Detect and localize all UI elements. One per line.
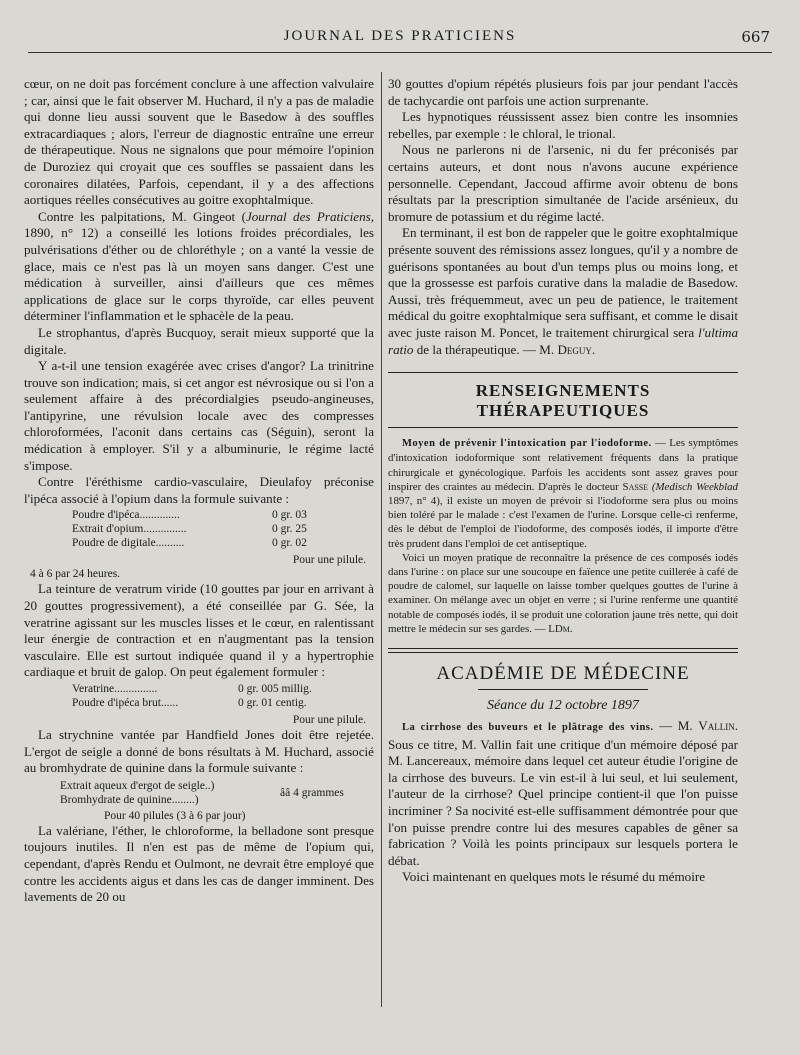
paragraph: cœur, on ne doit pas forcément conclure à une affection valvulaire ; car, ainsi que le fait observer M. Huchard, il n'y a pas de maladie qui donne lieu aussi souvent que le Basedow à des souffles extracardiaques ; alors, l'erreur de diagnostic entraîne une erreur de thérapeutique. Nous ne signalons que pour mémoire l'opinion de Duroziez qui croyait que ces souffles se passaient dans les coronaires dilatées, Parfois, cependant, il y a des affections aortiques réelles consécutives au goitre exophtalmique. (24, 76, 374, 208)
paragraph (388, 718, 738, 869)
formula-note: Pour une pilule. (292, 554, 366, 567)
paragraph (388, 225, 738, 358)
paragraph: Nous ne parlerons ni de l'arsenic, ni du fer préconisés par certains auteurs, et dont nous n'avons aucune expérience personnelle. Cependant, Jaccoud affirme avoir obtenu de bons résultats par la prescription simultanée de l'acide arsénieux, du bromure de potassium et du régime lacté. (388, 142, 738, 224)
page-number: 667 (741, 28, 770, 46)
right-column (388, 76, 738, 886)
text: En terminant, il est bon de rappeler que le goitre exophtalmique présente souvent des rémissions assez longues, qu'il y a nombre de guérisons spontanées au bout d'un temps plus ou moins long, et que la grossesse est parfois curative dans la maladie de Basedow. Aussi, très fréquemmeut, avec un peu de patience, le traitement médical du goitre exophtalmique sera suffisant, et comme le disait avec juste raison M. Poncet, le traitement chirurgical sera (388, 225, 738, 340)
ingredient: Poudre de digitale.......... (72, 537, 185, 550)
text: Contre les palpitations, M. Gingeot ( (38, 208, 246, 224)
paragraph: 30 gouttes d'opium répétés plusieurs fois par jour pendant l'accès de tachycardie ont parfois une action surprenante. (388, 76, 738, 108)
text: de la thérapeutique. — M. (413, 341, 558, 357)
formula-items (60, 779, 274, 807)
journal-title: JOURNAL DES PRATICIENS (283, 28, 517, 44)
article-title: Moyen de prévenir l'intoxication par l'iodoforme. (402, 438, 652, 450)
citation: Journal des Praticiens, (245, 208, 374, 224)
paragraph (24, 209, 374, 325)
ingredient: Poudre d'ipéca.............. (72, 509, 180, 522)
ingredient: Poudre d'ipéca brut...... (72, 697, 179, 709)
formula-row (72, 682, 374, 696)
ingredient: Bromhydrate de quinine........) (60, 793, 199, 806)
dose: 0 gr. 01 centig. (238, 697, 307, 709)
paragraph: Le strophantus, d'après Bucquoy, serait mieux supporté que la digitale. (24, 324, 374, 357)
citation: (Medisch Weekblad (648, 480, 739, 493)
formula-row (72, 536, 374, 550)
paragraph (388, 436, 738, 551)
text: 1897, n° 4), il existe un moyen de prévoir si l'iodoforme sera plus ou moins bien toléré par le malade : c'est l'examen de l'urine. Lorsque celle-ci renferme, dès le début de l'emploi de l'iodoforme, des composés iodés, il importe d'être très prudent dans l'emploi de cet antiseptique. (388, 494, 738, 550)
latin-phrase: l'ultima ratio (388, 324, 738, 357)
formula-note: Pour une pilule. (292, 714, 366, 726)
session-date: Séance du 12 octobre 1897 (487, 697, 639, 713)
author-name: Vallin. (698, 717, 738, 733)
text: 1890, n° 12) a conseillé les lotions froides précordiales, les pulvérisations d'éther ou de chloréthyle ; on a vanté la vessie de glace, mais ce n'est pas là un moyen sans danger. C'est une médication à surveiller, ainsi d'ailleurs que ces mêmes applications de glace sur le corps thyroïde, car elles peuvent déterminer l'inflammation et le sphacèle de la peau. (24, 225, 374, 324)
paragraph: Contre l'éréthisme cardio-vasculaire, Dieulafoy préconise l'ipéca associé à l'opium dans la formule suivante : (24, 474, 374, 506)
article-title: La cirrhose des buveurs et le plâtrage des vins. (402, 721, 654, 733)
dose: 0 gr. 03 (272, 509, 307, 522)
formula-row (72, 508, 374, 522)
ingredient: Veratrine............... (72, 683, 158, 695)
paragraph: Les hypnotiques réussissent assez bien contre les insomnies rebelles, par exemple : le chloral, le trional. (388, 109, 738, 141)
formula-row (72, 522, 374, 536)
author-signature: Deguy. (557, 341, 596, 357)
formula-row (72, 696, 374, 710)
section-heading-renseignements: RENSEIGNEMENTS THÉRAPEUTIQUES (475, 381, 651, 421)
dose: 0 gr. 02 (272, 537, 307, 550)
paragraph: Y a-t-il une tension exagérée avec crises d'angor? La trinitrine trouve son indication; mais, si cet angor est névrosique ou si l'on a seulement affaire à des précordialgies pseudo-angineuses, l'antipyrine, une révulsion locale avec des compresses chloroformées, l'aconit dans certains cas (Séguin), seront la médication à employer. S'il y a albuminurie, le régime lacté s'impose. (24, 358, 374, 473)
column-divider (381, 72, 382, 1007)
prescription-formula-1 (72, 508, 374, 550)
text: Voici un moyen pratique de reconnaître la présence de ces composés iodés dans l'urine : on place sur une soucoupe en faïence une petite cuillerée à café de poudre de calomel, sur laquelle on laisse tomber quelques gouttes de l'urine à examiner. On mélange avec un objet en verre ; si l'urine renferme une quantité notable de composés iodés, il se produit une coloration jaune très nette, qui doit mettre le médecin sur ses gardes. — (388, 551, 738, 635)
section-heading-academie: ACADÉMIE DE MÉDECINE (436, 662, 690, 684)
formula-dosage: 4 à 6 par 24 heures. (30, 568, 121, 581)
paragraph: La valériane, l'éther, le chloroforme, la belladone sont presque toujours inutiles. Il n'en est pas de même de l'opium qui, cependant, d'après Rendu et Oulmont, ne devrait être employé que contre les accidents aigus et dans les cas de danger imminent. Des lavements de 20 ou (24, 822, 374, 905)
formula-total: ââ 4 grammes (280, 786, 344, 799)
paragraph (388, 551, 738, 636)
text: — M. (653, 717, 699, 733)
author-name: Sasse (622, 480, 649, 493)
author-signature: LDm. (548, 622, 573, 635)
dose: 0 gr. 25 (272, 523, 307, 536)
running-header (28, 22, 772, 53)
dose: 0 gr. 005 millig. (238, 683, 312, 695)
left-column (24, 76, 374, 906)
paragraph: La teinture de veratrum viride (10 gouttes par jour en arrivant à 20 gouttes progressivement), a été conseillée par G. Sée, la veratrine agissant sur les muscles lisses et le cœur, en ralentissant leur énergie de contraction et en n'augmentant pas la tension vasculaire. Elle est surtout indiquée quand il y a hypertrophie cardiaque et bruit de galop. On peut également formuler : (24, 581, 374, 680)
paragraph: Voici maintenant en quelques mots le résumé du mémoire (402, 869, 706, 885)
text: Sous ce titre, M. Vallin fait une critique d'un mémoire déposé par M. Lancereaux, mémoire dans lequel cet auteur étudie l'origine de la cirrhose des buveurs. Le vin est-il à lui seul, et lui seulement, l'auteur de la cirrhose? Quel principe contient-il que l'on puisse incriminer ? Sa nocivité est-elle suffisamment démontrée pour que l'on puisse prendre contre lui des mesures capables de gêner sa fabrication ? Voilà les points principaux sur lesquels portera le débat. (388, 736, 738, 868)
prescription-formula-3 (60, 779, 374, 807)
formula-note: Pour 40 pilules (3 à 6 par jour) (104, 809, 246, 822)
text: — Les symptômes d'intoxication iodoformique sont relativement fréquents dans la pratique chirurgicale et gynécologique. Parfois les accidents sont assez graves pour inspirer des craintes au médecin. D'après le docteur (388, 437, 738, 493)
prescription-formula-2 (72, 682, 374, 710)
ingredient: Extrait d'opium............... (72, 523, 187, 536)
paragraph: La strychnine vantée par Handfield Jones doit être rejetée. L'ergot de seigle a donné de bons résultats à M. Huchard, associé au bromhydrate de quinine dans la formule suivante : (24, 727, 374, 776)
ingredient: Extrait aqueux d'ergot de seigle..) (60, 779, 215, 792)
